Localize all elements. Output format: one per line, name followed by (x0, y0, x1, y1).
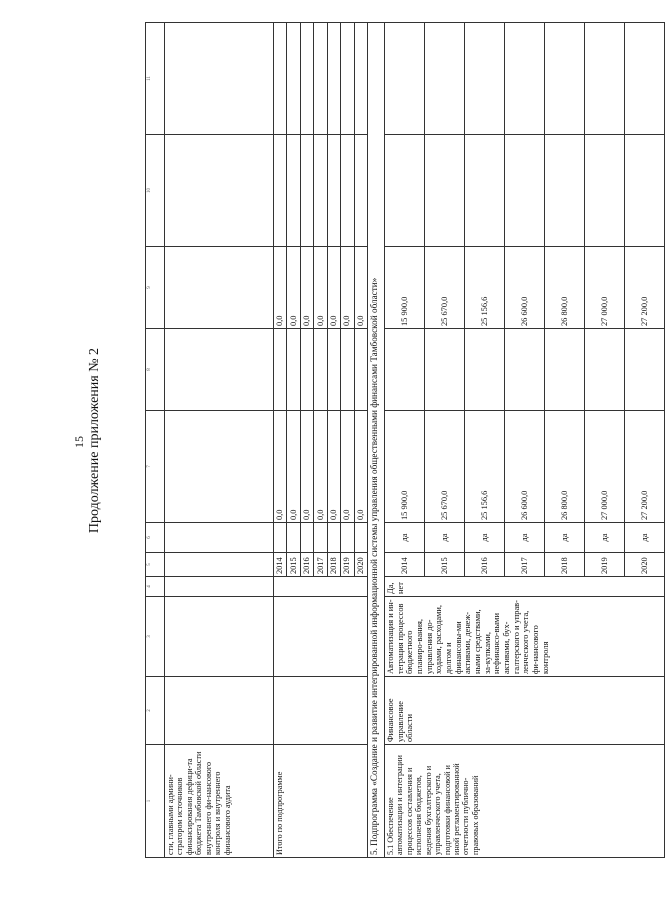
column-number: 2 (146, 677, 165, 745)
value: 15 900,0 (385, 247, 425, 329)
value: 0,0 (274, 411, 287, 522)
rotated-page-content (87, 23, 649, 858)
year: 2018 (545, 553, 585, 577)
value: 26 600,0 (505, 247, 545, 329)
value: 25 670,0 (425, 247, 465, 329)
year: 2014 (274, 553, 287, 576)
column-number: 3 (146, 597, 165, 677)
flag: да (625, 523, 665, 553)
column-number: 6 (146, 523, 165, 553)
year: 2018 (328, 553, 341, 576)
value: 27 200,0 (625, 247, 665, 329)
value: 25 670,0 (425, 411, 465, 523)
column-number: 11 (146, 23, 165, 135)
year: 2019 (585, 553, 625, 577)
value: 0,0 (301, 411, 314, 522)
value: 26 800,0 (545, 411, 585, 523)
value: 0,0 (341, 247, 354, 328)
column-number: 1 (146, 745, 165, 858)
year: 2015 (287, 553, 300, 576)
flag: да (425, 523, 465, 553)
value: 0,0 (287, 411, 300, 522)
year: 2015 (425, 553, 465, 577)
value: 27 000,0 (585, 411, 625, 523)
column-number: 4 (146, 577, 165, 597)
value: 0,0 (287, 247, 300, 328)
total-row (274, 23, 368, 858)
total-col9 (274, 247, 368, 329)
program-table (145, 22, 665, 858)
total-years (274, 553, 368, 577)
item-col3: Автоматизация и ин-теграция процессов бюджетного планиро-вания, управления до-ходами, расходами, долгом и финансовы-ми активами, денеж-ными средствами, за-купками, нефинансо-выми активами, бух-галтерского и управ-ленческого учета, фи-нансового контроля (385, 597, 665, 677)
year: 2020 (355, 557, 365, 574)
item-row (385, 23, 425, 858)
value: 0,0 (328, 411, 341, 522)
column-number: 9 (146, 247, 165, 329)
section-row (368, 23, 385, 858)
value: 26 600,0 (505, 411, 545, 523)
value: 0,0 (341, 411, 354, 522)
value: 26 800,0 (545, 247, 585, 329)
value: 27 200,0 (625, 411, 665, 523)
flag: да (505, 523, 545, 553)
appendix-subtitle: Продолжение приложения № 2 (87, 347, 102, 534)
continuation-text: сти, главными админи-стратором источников финансирования дефици-та бюджета Тамбовской области внутреннего фи-нансового контроля и внутреннего финансового аудита (165, 745, 274, 858)
year: 2020 (625, 553, 665, 577)
year: 2016 (301, 553, 314, 576)
year: 2019 (341, 553, 354, 576)
total-label: Итого по подпрограмме (274, 745, 368, 858)
flag: да (545, 523, 585, 553)
value: 0,0 (314, 411, 327, 522)
item-col2: Финансовое управление области (385, 677, 665, 745)
year: 2016 (465, 553, 505, 577)
value: 0,0 (301, 247, 314, 328)
value: 27 000,0 (585, 247, 625, 329)
flag: да (385, 523, 425, 553)
value: 0,0 (314, 247, 327, 328)
column-number: 10 (146, 135, 165, 247)
page-number: 15 (72, 436, 86, 448)
year: 2014 (385, 553, 425, 577)
value: 25 156,6 (465, 247, 505, 329)
value: 25 156,6 (465, 411, 505, 523)
value: 0,0 (274, 247, 287, 328)
column-number: 5 (146, 553, 165, 577)
value: 15 900,0 (385, 411, 425, 523)
item-col4: Да, нет (385, 577, 665, 597)
year: 2017 (505, 553, 545, 577)
flag: да (585, 523, 625, 553)
section-title: 5. Подпрограмма «Создание и развитие интегрированной информационной системы управления общественными финансами Тамбовской области» (368, 23, 385, 858)
item-col1: 5.1 Обеспечение автоматизации и интеграции процессов составления и исполнения бюджетов, ведения бухгалтерского и управленческого учета, подготовки финансовой и иной регламентированной отчетности публично-правовых образований (385, 745, 665, 858)
year: 2017 (314, 553, 327, 576)
value: 0,0 (355, 315, 365, 326)
column-number: 7 (146, 411, 165, 523)
value: 0,0 (328, 247, 341, 328)
flag: да (465, 523, 505, 553)
continuation-row (165, 23, 274, 858)
total-col7 (274, 411, 368, 523)
column-number: 8 (146, 329, 165, 411)
column-number-row (146, 23, 165, 858)
value: 0,0 (355, 509, 365, 520)
